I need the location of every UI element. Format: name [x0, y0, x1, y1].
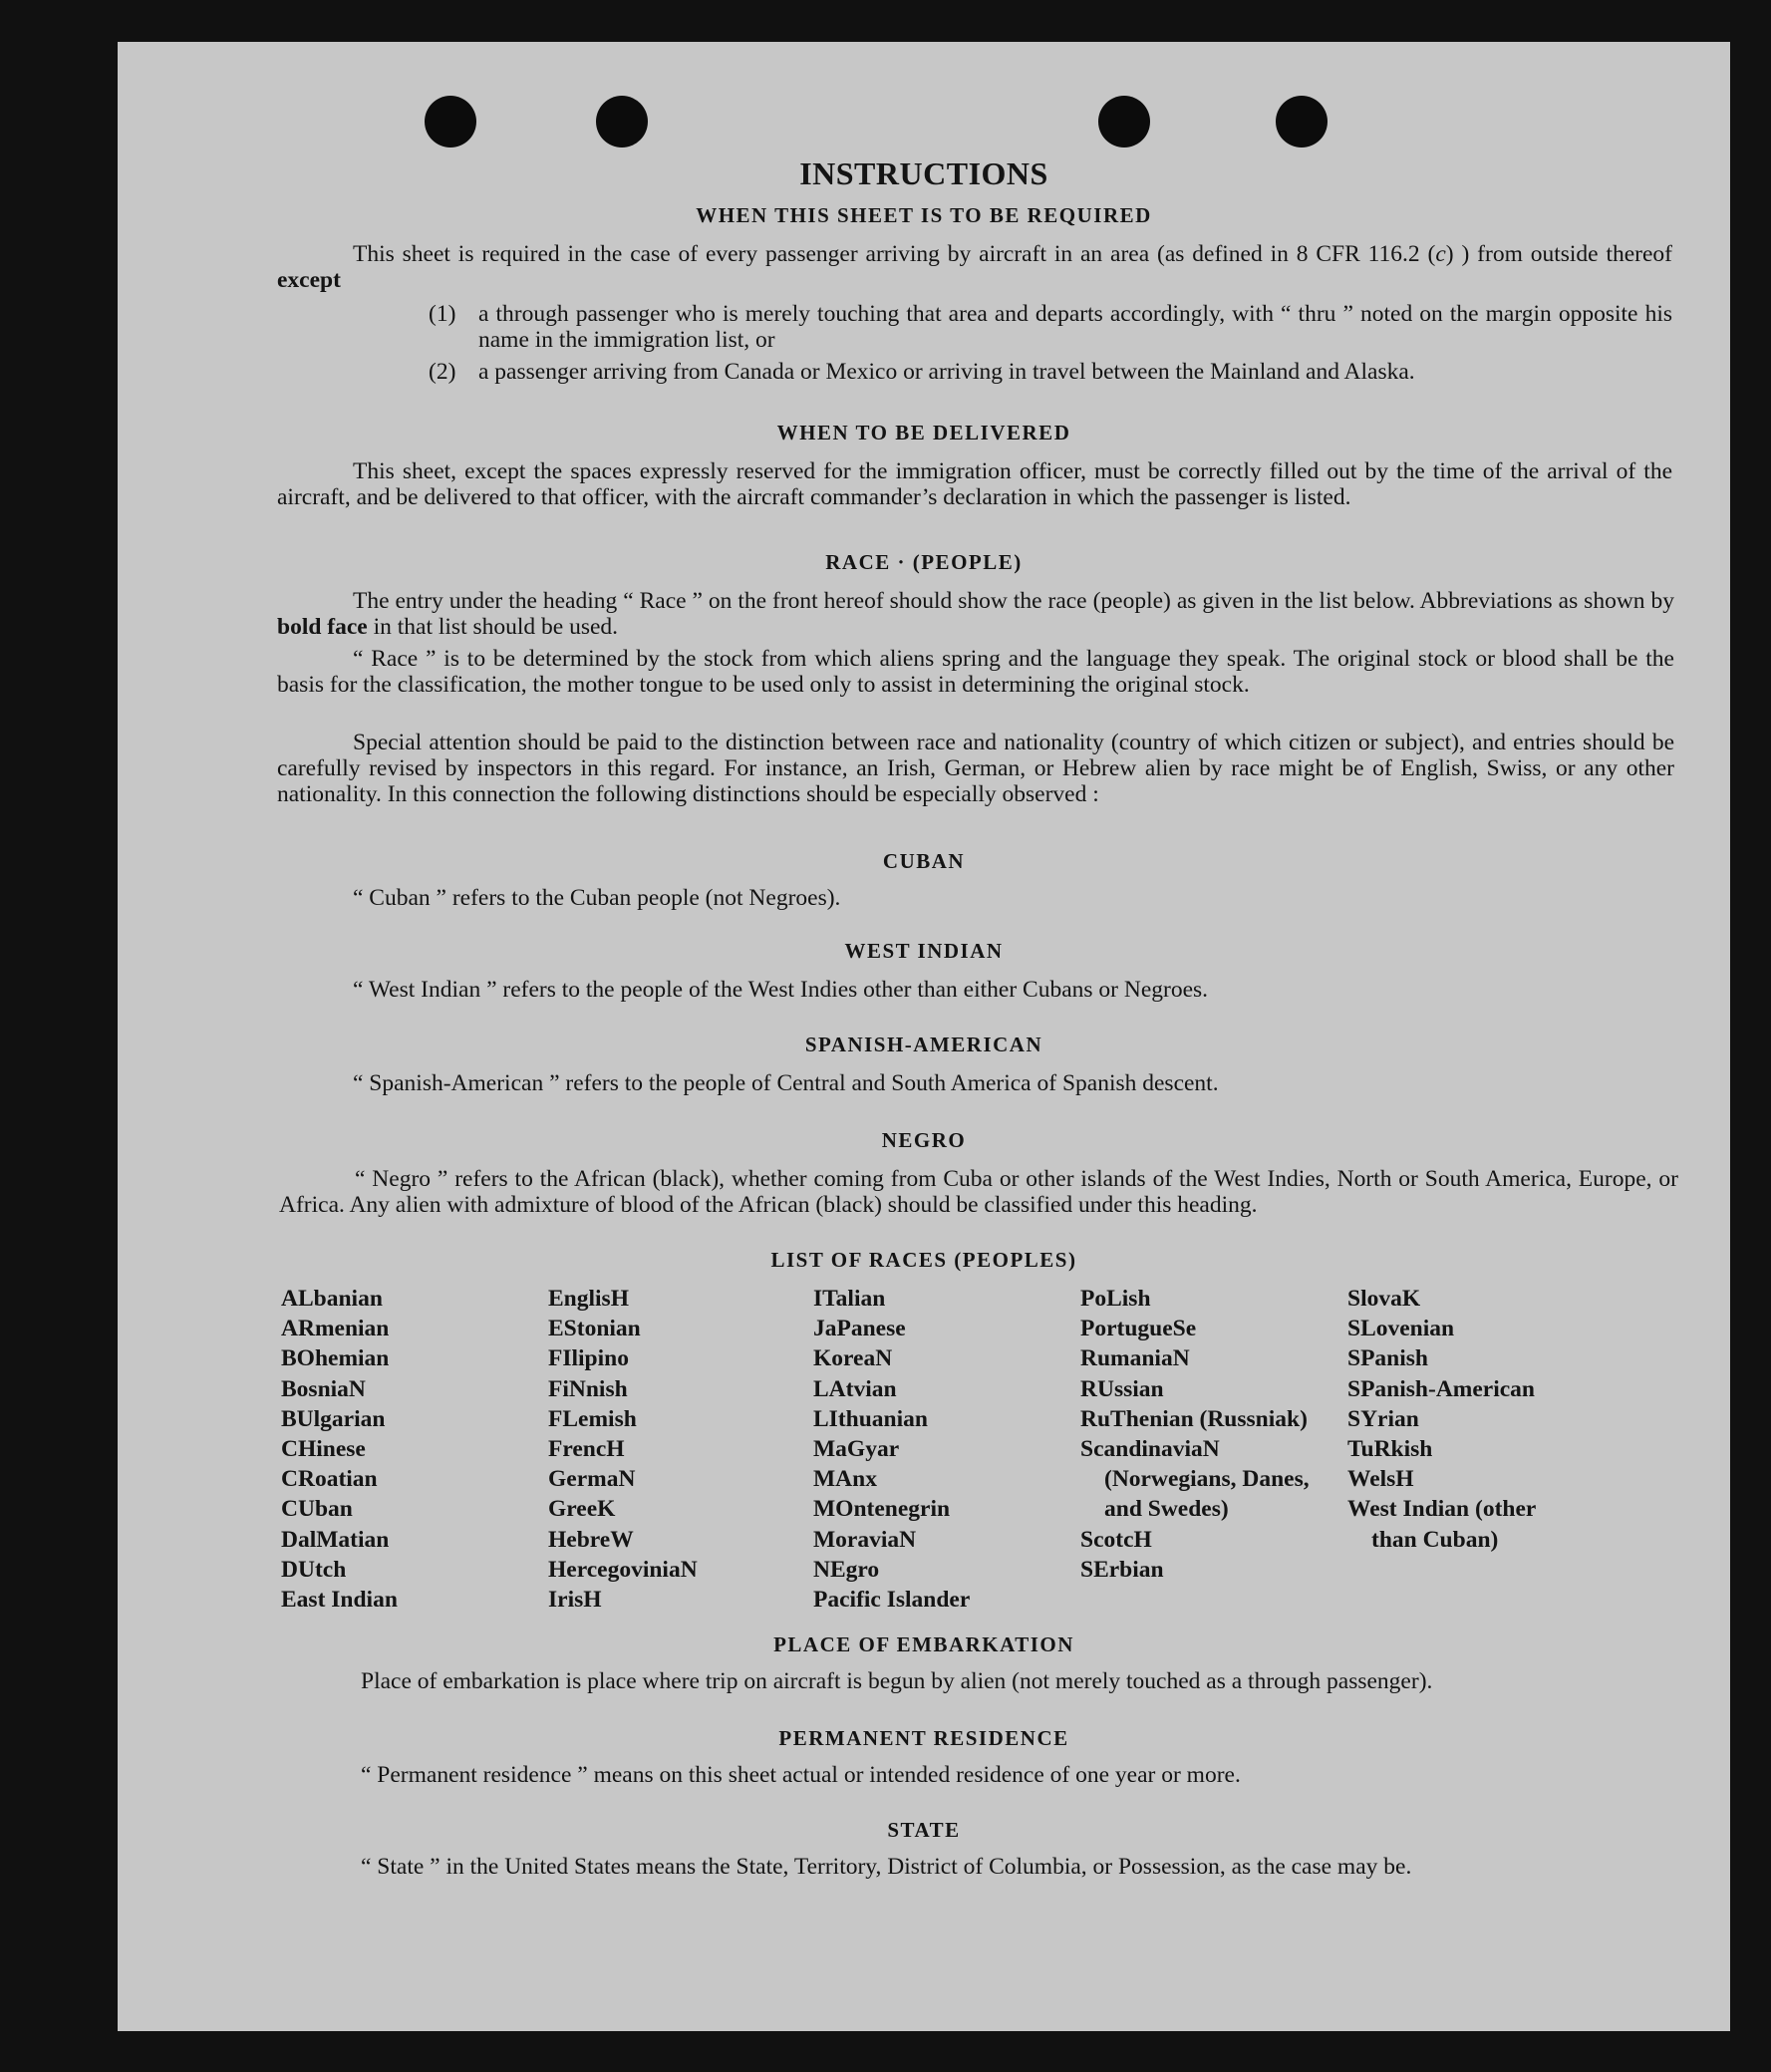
- race-entry: BosniaN: [281, 1375, 366, 1402]
- race-entry: CHinese: [281, 1436, 366, 1463]
- race-entry: FLemish: [548, 1405, 637, 1432]
- delivered-text: This sheet, except the spaces expressly reserved for the immigration officer, must be correctly filled out by the time of the arrival of the aircraft, and be delivered to that officer, with the aircraft commander’s declaration in which the passenger is listed.: [277, 458, 1672, 510]
- exception-item-1: (1) a through passenger who is merely touching that area and departs accordingly, with “ thru ” noted on the margin opposite his name in the immigration list, or: [429, 301, 1672, 353]
- race-entry: HebreW: [548, 1526, 634, 1553]
- race-entry: WelsH: [1347, 1466, 1414, 1493]
- race-entry: FIlipino: [548, 1345, 629, 1372]
- race-entry: SlovaK: [1347, 1286, 1421, 1312]
- race-entry: GermaN: [548, 1466, 636, 1493]
- punch-hole: [1276, 96, 1328, 148]
- race-entry: MAnx: [813, 1466, 877, 1493]
- section-heading-race: RACE · (PEOPLE): [825, 550, 1023, 574]
- race-entry: BOhemian: [281, 1345, 390, 1372]
- races-column-3: [813, 1284, 1072, 1615]
- race-entry: West Indian (other than Cuban): [1347, 1496, 1536, 1553]
- race-entry: NEgro: [813, 1556, 880, 1583]
- page-title: INSTRUCTIONS: [799, 155, 1048, 191]
- race-entry: MOntenegrin: [813, 1496, 951, 1523]
- punch-hole: [1098, 96, 1150, 148]
- race-entry: DUtch: [281, 1556, 347, 1583]
- race-entry: ITalian: [813, 1286, 886, 1312]
- section-heading-spanish-american: SPANISH-AMERICAN: [804, 1033, 1043, 1056]
- race-paragraph-3: Special attention should be paid to the distinction between race and nationality (country of which citizen or subject), and entries should be carefully revised by inspectors in this regard. For instance, an Irish, German, or Hebrew alien by race might be of English, Swiss, or any other nationality. In this connection the following distinctions should be especially observed :: [277, 730, 1674, 807]
- race-paragraph-1: The entry under the heading “ Race ” on the front hereof should show the race (people) as given in the list below. Abbreviations as shown by bold face in that list should be used.: [277, 588, 1674, 640]
- race-entry: TuRkish: [1347, 1436, 1433, 1463]
- races-column-2: [548, 1284, 807, 1615]
- races-column-5: [1347, 1284, 1575, 1555]
- section-heading-embarkation: PLACE OF EMBARKATION: [773, 1632, 1074, 1656]
- residence-text: “ Permanent residence ” means on this sheet actual or intended residence of one year or more.: [361, 1762, 1241, 1788]
- race-entry: IrisH: [548, 1587, 602, 1614]
- cuban-text: “ Cuban ” refers to the Cuban people (not Negroes).: [353, 885, 841, 911]
- race-entry: East Indian: [281, 1587, 398, 1614]
- race-entry: GreeK: [548, 1496, 616, 1523]
- section-heading-list-of-races: LIST OF RACES (PEOPLES): [770, 1248, 1077, 1272]
- punch-hole: [425, 96, 476, 148]
- race-entry: ScandinaviaN (Norwegians, Danes, and Swedes): [1080, 1436, 1310, 1523]
- document-page: [118, 42, 1730, 2031]
- spanish-american-text: “ Spanish-American ” refers to the people of Central and South America of Spanish descent.: [353, 1070, 1219, 1096]
- race-entry: MoraviaN: [813, 1526, 917, 1553]
- race-entry: MaGyar: [813, 1436, 900, 1463]
- race-entry: KoreaN: [813, 1345, 893, 1372]
- embarkation-text: Place of embarkation is place where trip on aircraft is begun by alien (not merely touched as a through passenger).: [361, 1668, 1433, 1694]
- race-entry: SErbian: [1080, 1556, 1164, 1583]
- race-entry: FiNnish: [548, 1375, 628, 1402]
- race-entry: PoLish: [1080, 1286, 1151, 1312]
- race-entry: CRoatian: [281, 1466, 378, 1493]
- race-entry: CUban: [281, 1496, 353, 1523]
- race-entry: SPanish-American: [1347, 1375, 1535, 1402]
- state-text: “ State ” in the United States means the State, Territory, District of Columbia, or Possession, as the case may be.: [361, 1854, 1412, 1880]
- race-entry: LAtvian: [813, 1375, 897, 1402]
- section-heading-west-indian: WEST INDIAN: [844, 939, 1004, 963]
- race-entry: DalMatian: [281, 1526, 390, 1553]
- section-heading-state: STATE: [887, 1818, 961, 1842]
- race-entry: BUlgarian: [281, 1405, 386, 1432]
- required-intro: This sheet is required in the case of every passenger arriving by aircraft in an area (as defined in 8 CFR 116.2 (c) ) from outside thereof except: [277, 241, 1672, 293]
- section-heading-required: WHEN THIS SHEET IS TO BE REQUIRED: [696, 203, 1152, 227]
- race-entry: SYrian: [1347, 1405, 1419, 1432]
- race-entry: RuThenian (Russniak): [1080, 1405, 1308, 1432]
- race-entry: ScotcH: [1080, 1526, 1152, 1553]
- race-entry: ARmenian: [281, 1316, 390, 1342]
- races-column-4: [1080, 1284, 1320, 1585]
- race-entry: SLovenian: [1347, 1316, 1455, 1342]
- section-heading-delivered: WHEN TO BE DELIVERED: [776, 421, 1071, 444]
- race-entry: RumaniaN: [1080, 1345, 1190, 1372]
- race-entry: LIthuanian: [813, 1405, 928, 1432]
- west-indian-text: “ West Indian ” refers to the people of the West Indies other than either Cubans or Negroes.: [353, 977, 1209, 1003]
- section-heading-cuban: CUBAN: [882, 849, 966, 873]
- race-entry: JaPanese: [813, 1316, 906, 1342]
- race-entry: SPanish: [1347, 1345, 1428, 1372]
- exception-item-2: (2) a passenger arriving from Canada or Mexico or arriving in travel between the Mainland and Alaska.: [429, 359, 1415, 385]
- race-entry: Pacific Islander: [813, 1587, 971, 1614]
- race-entry: HercegoviniaN: [548, 1556, 698, 1583]
- race-paragraph-2: “ Race ” is to be determined by the stock from which aliens spring and the language they speak. The original stock or blood shall be the basis for the classification, the mother tongue to be used only to assist in determining the original stock.: [277, 646, 1674, 698]
- race-entry: EnglisH: [548, 1286, 629, 1312]
- section-heading-negro: NEGRO: [881, 1128, 967, 1152]
- section-heading-residence: PERMANENT RESIDENCE: [778, 1726, 1069, 1750]
- race-entry: FrencH: [548, 1436, 625, 1463]
- races-column-1: [281, 1284, 530, 1615]
- race-entry: ALbanian: [281, 1286, 383, 1312]
- race-entry: RUssian: [1080, 1375, 1164, 1402]
- negro-text: “ Negro ” refers to the African (black), whether coming from Cuba or other islands of the West Indies, North or South America, Europe, or Africa. Any alien with admixture of blood of the African (black) should be classified under this heading.: [279, 1166, 1678, 1218]
- punch-hole: [596, 96, 648, 148]
- race-entry: EStonian: [548, 1316, 641, 1342]
- race-entry: PortugueSe: [1080, 1316, 1197, 1342]
